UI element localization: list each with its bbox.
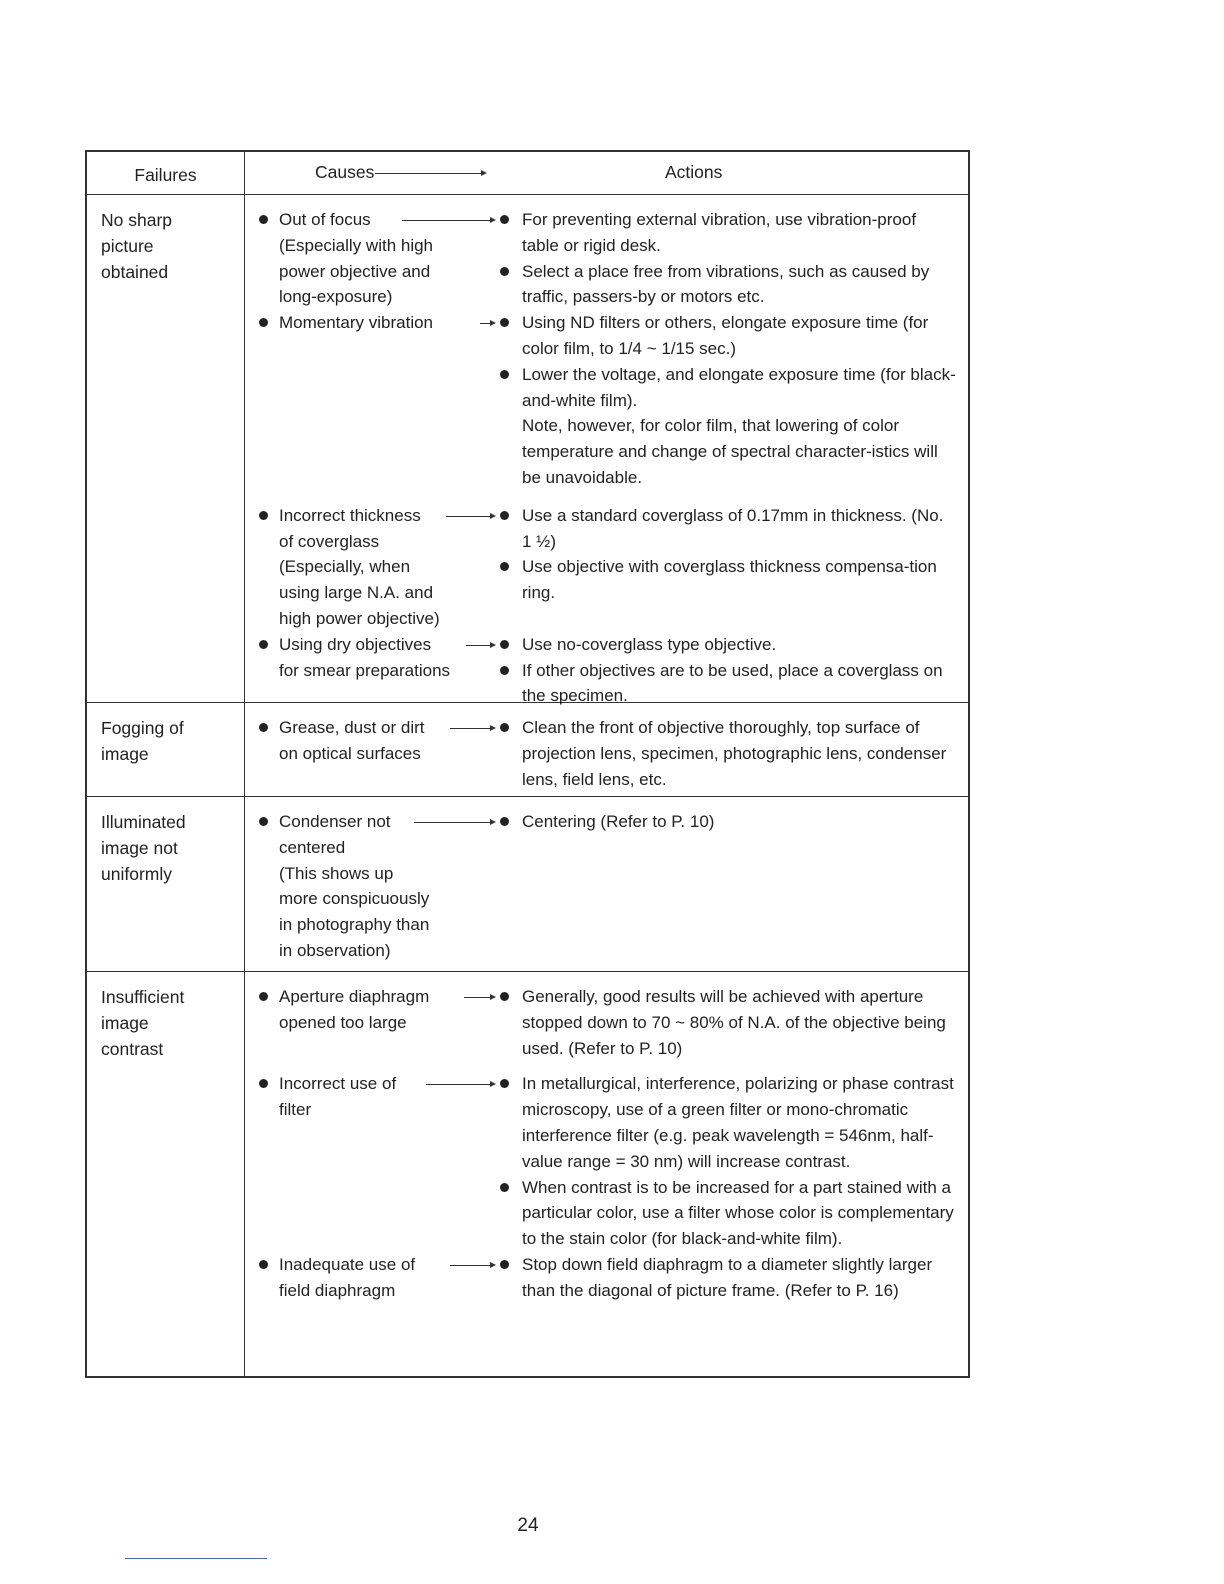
failure-line: No sharp <box>101 210 173 230</box>
action-text: Generally, good results will be achieved with aperture stopped down to 70 ~ 80% of N.A. of the objective being used. (Refer to P. 10) <box>522 987 946 1058</box>
action-item <box>500 715 956 792</box>
action-text: Use objective with coverglass thickness compensa-tion ring. <box>522 557 937 603</box>
cause-detail: for smear preparations <box>279 660 451 680</box>
cause-detail: (This shows up <box>279 863 394 883</box>
cause-action-pair <box>245 207 968 310</box>
cause-item <box>245 1071 500 1123</box>
cause-text: Out of focus <box>279 210 371 229</box>
bullet-icon <box>259 1260 268 1269</box>
causes-actions-cell <box>245 195 968 706</box>
arrow-icon <box>426 1084 494 1085</box>
cause-action-pair <box>245 984 968 1061</box>
cause-text: Condenser not <box>279 812 391 831</box>
action-item <box>500 632 956 658</box>
action-text: Clean the front of objective thoroughly, top surface of projection lens, specimen, photographic lens, condenser lens, field lens, etc. <box>522 718 947 789</box>
cause-detail: of coverglass <box>279 531 380 551</box>
bullet-icon <box>500 817 509 826</box>
cause-action-pair <box>245 809 968 964</box>
failure-cell <box>87 972 245 1376</box>
action-text: Note, however, for color film, that lowering of color temperature and change of spectral character-istics will be unavoidable. <box>522 416 938 487</box>
action-item <box>500 658 956 710</box>
header-failures: Failures <box>87 152 245 194</box>
cause-detail: in photography than <box>279 915 430 935</box>
cause-text: Incorrect use of <box>279 1074 397 1094</box>
cause-action-pair <box>245 632 968 709</box>
cause-detail: centered <box>279 837 346 857</box>
arrow-icon <box>480 323 494 324</box>
action-item <box>500 310 956 362</box>
cause-detail: filter <box>279 1100 312 1120</box>
action-text: Centering (Refer to P. 10) <box>522 812 715 831</box>
action-text: Use no-coverglass type objective. <box>522 634 777 654</box>
troubleshooting-table <box>85 150 970 1378</box>
cause-detail: (Especially, when <box>279 557 411 577</box>
action-text: If other objectives are to be used, place a coverglass on the specimen. <box>522 660 943 706</box>
action-item <box>500 207 956 259</box>
cause-detail: on optical surfaces <box>279 743 421 763</box>
action-item <box>500 503 956 555</box>
cause-text: Incorrect thickness <box>279 505 421 525</box>
action-text: Stop down field diaphragm to a diameter slightly larger than the diagonal of picture frame. (Refer to P. 16) <box>522 1254 933 1300</box>
causes-actions-cell <box>245 703 968 796</box>
failure-line: Fogging of <box>101 718 184 738</box>
cause-item <box>245 984 500 1036</box>
cause-detail: power objective and <box>279 261 431 281</box>
cause-detail: opened too large <box>279 1012 407 1032</box>
table-row <box>87 971 968 1376</box>
action-text: Lower the voltage, and elongate exposure time (for black-and-white film). <box>522 364 956 410</box>
failure-line: image <box>101 1013 149 1033</box>
bullet-icon <box>259 723 268 732</box>
cause-item <box>245 632 500 684</box>
cause-detail: using large N.A. and <box>279 583 434 603</box>
action-item <box>500 1252 956 1304</box>
arrow-icon <box>402 220 494 221</box>
cause-item <box>245 310 500 336</box>
cause-detail: long-exposure) <box>279 287 393 307</box>
action-item <box>500 1175 956 1252</box>
header-body <box>245 152 968 194</box>
header-actions: Actions <box>665 162 723 182</box>
actions-list <box>500 1252 968 1304</box>
bullet-icon <box>500 511 509 520</box>
bullet-icon <box>500 562 509 571</box>
bullet-icon <box>259 817 268 826</box>
cause-action-pair <box>245 503 968 632</box>
cause-text: Momentary vibration <box>279 313 434 333</box>
causes-actions-cell <box>245 797 968 971</box>
actions-list <box>500 207 968 310</box>
bullet-icon <box>500 723 509 732</box>
cause-item <box>245 715 500 767</box>
bullet-icon <box>259 511 268 520</box>
action-text: Using ND filters or others, elongate exposure time (for color film, to 1/4 ~ 1/15 sec.) <box>522 313 929 358</box>
header-causes: Causes <box>315 162 485 183</box>
actions-list <box>500 715 968 792</box>
page-number: 24 <box>517 1515 539 1536</box>
action-item <box>500 259 956 311</box>
cause-item <box>245 503 500 632</box>
arrow-icon <box>375 173 485 174</box>
bullet-icon <box>500 1079 509 1088</box>
cause-detail: in observation) <box>279 940 391 960</box>
cause-detail: field diaphragm <box>279 1280 396 1300</box>
failure-line: uniformly <box>101 864 172 884</box>
failure-line: Illuminated <box>101 812 186 832</box>
action-item <box>500 809 956 835</box>
cause-action-pair <box>245 1071 968 1252</box>
action-text: In metallurgical, interference, polarizing or phase contrast microscopy, use of a green filter or mono-chromatic interference filter (e.g. peak wavelength = 546nm, half-value range = 30 nm) will increase contrast. <box>522 1074 954 1171</box>
bullet-icon <box>500 370 509 379</box>
failure-line: obtained <box>101 262 169 282</box>
failure-cell <box>87 797 245 971</box>
action-note <box>500 413 956 490</box>
table-row <box>87 796 968 971</box>
actions-list <box>500 809 968 835</box>
action-text: When contrast is to be increased for a part stained with a particular color, use a filter whose color is complementary to the stain color (for black-and-white film). <box>522 1177 954 1249</box>
cause-item <box>245 809 500 964</box>
bullet-icon <box>259 318 268 327</box>
cause-detail: more conspicuously <box>279 889 430 909</box>
table-body <box>87 194 968 1376</box>
bullet-icon <box>500 666 509 675</box>
cause-text: Using dry objectives <box>279 634 432 654</box>
actions-list <box>500 984 968 1061</box>
cause-item <box>245 207 500 310</box>
failure-cell <box>87 195 245 702</box>
action-item <box>500 362 956 414</box>
cause-text: Inadequate use of <box>279 1254 416 1274</box>
table-header <box>87 152 968 194</box>
arrow-icon <box>466 645 494 646</box>
failure-line: contrast <box>101 1039 164 1059</box>
arrow-icon <box>446 516 494 517</box>
table-row <box>87 194 968 706</box>
arrow-icon <box>414 822 494 823</box>
cause-action-pair <box>245 715 968 792</box>
action-text: Select a place free from vibrations, such as caused by traffic, passers-by or motors etc. <box>522 261 930 307</box>
cause-detail: high power objective) <box>279 608 440 628</box>
action-text: For preventing external vibration, use vibration-proof table or rigid desk. <box>522 210 917 255</box>
arrow-icon <box>450 728 494 729</box>
footer-rule <box>125 1558 267 1559</box>
actions-list <box>500 503 968 606</box>
action-item <box>500 984 956 1061</box>
bullet-icon <box>259 640 268 649</box>
bullet-icon <box>500 1183 509 1192</box>
bullet-icon <box>500 640 509 649</box>
bullet-icon <box>500 215 509 224</box>
cause-detail: (Especially with high <box>279 235 434 255</box>
cause-text: Grease, dust or dirt <box>279 718 425 737</box>
failure-line: image not <box>101 838 178 858</box>
action-item <box>500 1071 956 1174</box>
bullet-icon <box>259 215 268 224</box>
causes-actions-cell <box>245 972 968 1376</box>
failure-cell <box>87 703 245 796</box>
cause-action-pair <box>245 310 968 491</box>
bullet-icon <box>500 992 509 1001</box>
bullet-icon <box>500 267 509 276</box>
action-item <box>500 554 956 606</box>
cause-action-pair <box>245 1252 968 1304</box>
action-text: Use a standard coverglass of 0.17mm in thickness. (No. 1 ½) <box>522 505 944 551</box>
bullet-icon <box>500 318 509 327</box>
failure-line: picture <box>101 236 154 256</box>
arrow-icon <box>450 1265 494 1266</box>
actions-list <box>500 632 968 709</box>
bullet-icon <box>259 1079 268 1088</box>
cause-text: Aperture diaphragm <box>279 987 430 1006</box>
failure-line: Insufficient <box>101 987 185 1007</box>
actions-list <box>500 310 968 491</box>
bullet-icon <box>500 1260 509 1269</box>
actions-list <box>500 1071 968 1252</box>
bullet-icon <box>259 992 268 1001</box>
failure-line: image <box>101 744 149 764</box>
cause-item <box>245 1252 500 1304</box>
table-row <box>87 702 968 796</box>
arrow-icon <box>464 997 494 998</box>
